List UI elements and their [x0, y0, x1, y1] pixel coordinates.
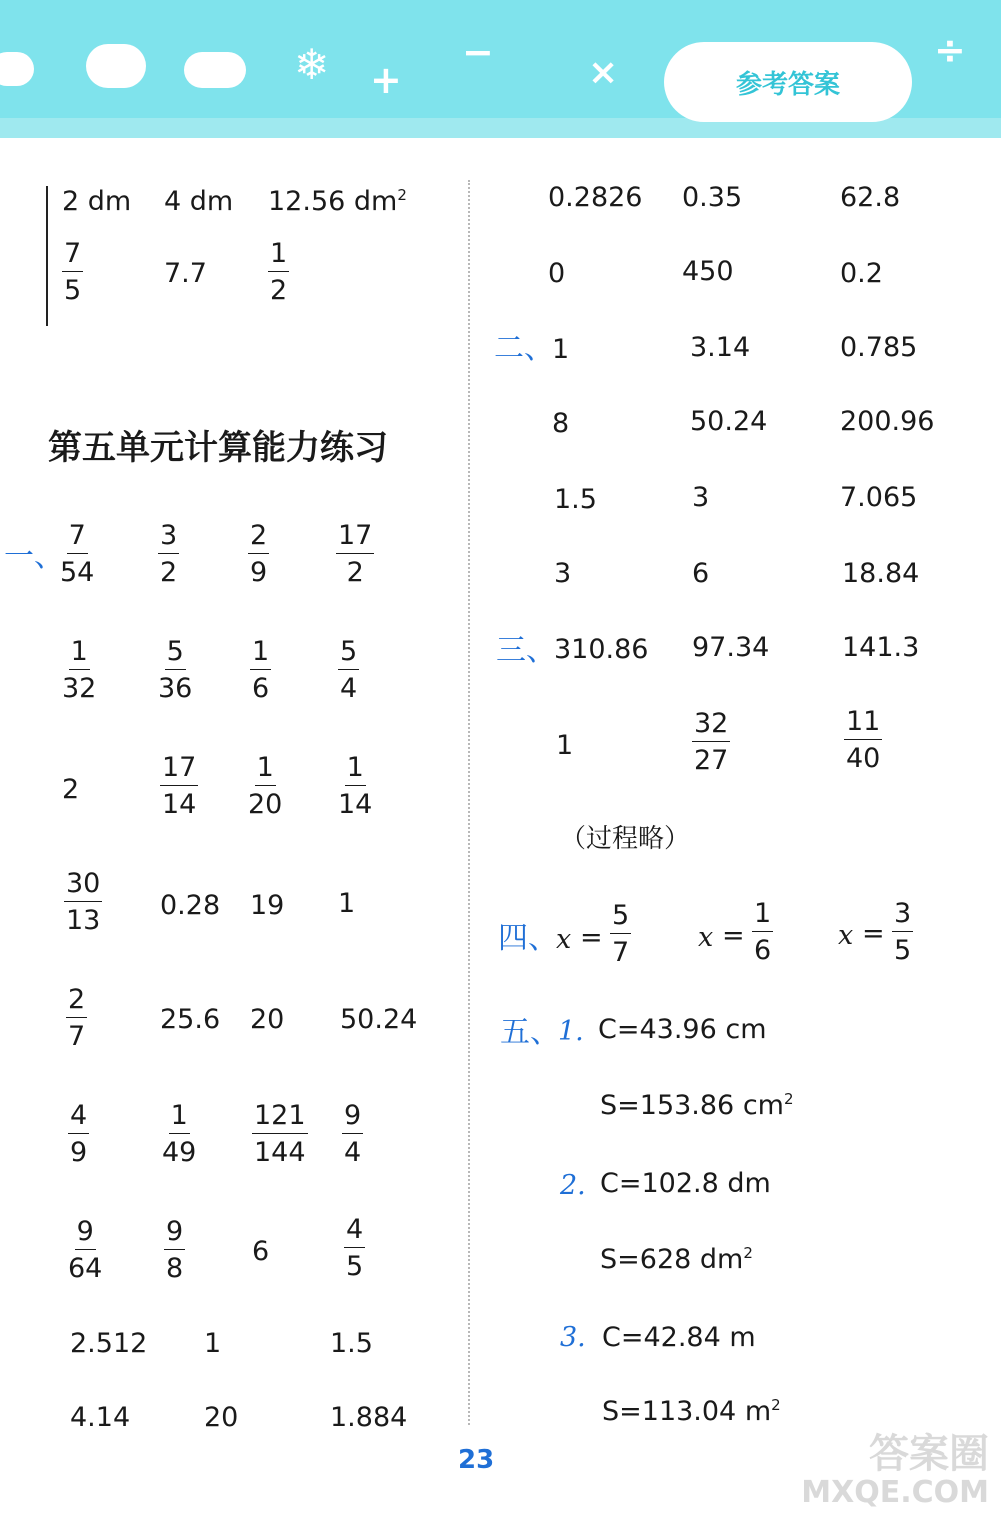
denominator: 5 [346, 1251, 364, 1282]
answer-badge [664, 42, 912, 122]
fraction [338, 638, 359, 702]
bracket-line [46, 186, 48, 326]
numerator: 5 [338, 638, 359, 670]
fraction [158, 638, 192, 702]
answer-value: 1.5 [554, 484, 597, 515]
answer-value: 3 [692, 482, 710, 513]
answer-value: C=42.84 m [602, 1322, 756, 1353]
numerator: 7 [62, 240, 83, 272]
superscript: 2 [743, 1244, 753, 1262]
answer-value: 7.7 [164, 258, 207, 289]
answer-value: 50.24 [340, 1004, 418, 1035]
answer-value: 3 [554, 558, 572, 589]
denominator: 5 [894, 935, 912, 966]
denominator: 9 [250, 557, 268, 588]
cloud-icon [86, 44, 146, 88]
answer-value: 1 [552, 334, 570, 365]
denominator: 6 [754, 935, 772, 966]
numerator: 7 [67, 522, 88, 554]
answer-value: 4 dm [164, 186, 234, 217]
answer-value: 310.86 [554, 634, 649, 665]
fraction [692, 710, 730, 774]
fraction [338, 754, 372, 818]
fraction [250, 638, 271, 702]
part-3-label: 三、 [496, 633, 556, 668]
fraction [892, 900, 913, 964]
answer-value: 20 [250, 1004, 285, 1035]
numerator: 1 [169, 1102, 190, 1134]
numerator: 5 [610, 902, 631, 934]
minus-icon: − [462, 30, 494, 74]
fraction [752, 900, 773, 964]
answer-value: 8 [552, 408, 570, 439]
denominator: 2 [270, 275, 288, 306]
answer-badge-label: 参考答案 [735, 69, 840, 100]
denominator: 36 [158, 673, 193, 704]
equals-sign: = [862, 918, 885, 949]
answer-value: 3.14 [690, 332, 751, 363]
numerator: 1 [69, 638, 90, 670]
denominator: 6 [252, 673, 270, 704]
numerator: 1 [250, 638, 271, 670]
answer-text: S=113.04 m [602, 1396, 772, 1427]
numerator: 5 [165, 638, 186, 670]
numerator: 2 [66, 986, 87, 1018]
part-2-label: 二、 [494, 331, 554, 366]
fraction [248, 522, 269, 586]
numerator: 4 [68, 1102, 89, 1134]
answer-value: 2 [62, 774, 80, 805]
denominator: 5 [64, 275, 82, 306]
numerator: 121 [252, 1102, 308, 1134]
fraction [252, 1102, 308, 1166]
denominator: 7 [68, 1021, 86, 1052]
watermark-line: 答案圈 [869, 1431, 989, 1477]
denominator: 4 [340, 673, 358, 704]
answer-value: 7.065 [840, 482, 918, 513]
answer-value: 1 [338, 888, 356, 919]
denominator: 8 [166, 1253, 184, 1284]
watermark-line: MXQE.COM [801, 1475, 989, 1510]
denominator: 54 [60, 557, 95, 588]
divide-icon: ÷ [934, 28, 966, 72]
rain-cloud-icon [184, 52, 246, 88]
denominator: 144 [254, 1137, 306, 1168]
fraction [62, 240, 83, 304]
answer-value: 141.3 [842, 632, 920, 663]
superscript: 2 [771, 1396, 781, 1414]
answer-value: 0.35 [682, 182, 743, 213]
numerator: 17 [160, 754, 198, 786]
denominator: 9 [70, 1137, 88, 1168]
equals-sign: = [580, 922, 603, 953]
header-banner [0, 0, 1001, 138]
denominator: 7 [612, 937, 630, 968]
denominator: 49 [162, 1137, 197, 1168]
fraction [336, 522, 374, 586]
answer-value: 0 [548, 258, 566, 289]
denominator: 4 [344, 1137, 362, 1168]
superscript: 2 [783, 1090, 794, 1108]
numerator: 9 [342, 1102, 363, 1134]
times-icon: × [588, 52, 619, 93]
item-number: 2. [560, 1170, 586, 1201]
denominator: 2 [160, 557, 178, 588]
section-title: 第五单元计算能力练习 [48, 428, 388, 468]
answer-value: 25.6 [160, 1004, 221, 1035]
plus-icon: + [370, 58, 402, 102]
answer-value: 6 [692, 558, 710, 589]
fraction [68, 1102, 89, 1166]
fraction [158, 522, 179, 586]
equation-variable: x [838, 920, 854, 951]
denominator: 2 [346, 557, 364, 588]
part-4-label: 四、 [498, 921, 558, 956]
answer-value [602, 1398, 781, 1425]
part-5-label: 五、 [500, 1015, 560, 1050]
superscript: 2 [397, 186, 407, 204]
fraction [68, 1218, 102, 1282]
answer-value: 50.24 [690, 406, 768, 437]
fraction [162, 1102, 196, 1166]
answer-value: 1.884 [330, 1402, 408, 1433]
answer-value: 0.785 [840, 332, 918, 363]
fraction [164, 1218, 185, 1282]
numerator: 1 [268, 240, 289, 272]
equation-variable: x [556, 924, 572, 955]
numerator: 1 [255, 754, 276, 786]
denominator: 32 [62, 673, 97, 704]
column-divider [468, 180, 470, 1425]
fraction [160, 754, 198, 818]
denominator: 27 [694, 745, 729, 776]
equals-sign: = [722, 920, 745, 951]
page-number: 23 [458, 1445, 495, 1475]
fraction [248, 754, 282, 818]
answer-value: 450 [682, 256, 734, 287]
numerator: 3 [158, 522, 179, 554]
fraction [844, 708, 882, 772]
answer-value [600, 1092, 794, 1119]
numerator: 32 [692, 710, 730, 742]
numerator: 9 [164, 1218, 185, 1250]
answer-text: 12.56 dm [268, 186, 398, 217]
answer-value: 62.8 [840, 182, 901, 213]
numerator: 1 [345, 754, 366, 786]
process-note: （过程略） [560, 824, 691, 854]
numerator: 1 [752, 900, 773, 932]
fraction [344, 1216, 365, 1280]
denominator: 20 [248, 789, 283, 820]
answer-value: 97.34 [692, 632, 770, 663]
answer-value: 0.28 [160, 890, 221, 921]
fraction [64, 870, 102, 934]
fraction [342, 1102, 363, 1166]
equation-variable: x [698, 922, 714, 953]
part-1-label: 一、 [4, 539, 64, 574]
answer-text: S=628 dm [600, 1244, 744, 1275]
denominator: 64 [68, 1253, 103, 1284]
denominator: 40 [846, 743, 881, 774]
answer-value [268, 188, 407, 215]
item-number: 3. [560, 1322, 586, 1353]
answer-value: 2.512 [70, 1328, 148, 1359]
item-number: 1. [558, 1016, 584, 1047]
fraction [66, 986, 87, 1050]
cloud-icon [0, 52, 34, 86]
numerator: 9 [75, 1218, 96, 1250]
denominator: 14 [338, 789, 373, 820]
answer-value: 2 dm [62, 186, 132, 217]
numerator: 3 [892, 900, 913, 932]
answer-value: 0.2826 [548, 182, 643, 213]
fraction [60, 522, 94, 586]
fraction [610, 902, 631, 966]
answer-value: 18.84 [842, 558, 920, 589]
fraction [268, 240, 289, 304]
answer-value: 6 [252, 1236, 270, 1267]
answer-value: 1 [204, 1328, 222, 1359]
fraction [62, 638, 96, 702]
denominator: 14 [162, 789, 197, 820]
answer-value: C=43.96 cm [598, 1014, 767, 1045]
numerator: 17 [336, 522, 374, 554]
snowflake-icon: ❄ [294, 40, 330, 89]
answer-value [600, 1246, 753, 1273]
answer-value: 0.2 [840, 258, 883, 289]
numerator: 4 [344, 1216, 365, 1248]
answer-value: C=102.8 dm [600, 1168, 771, 1199]
denominator: 13 [66, 905, 101, 936]
answer-value: 20 [204, 1402, 239, 1433]
answer-value: 200.96 [840, 406, 935, 437]
numerator: 11 [844, 708, 882, 740]
answer-value: 1 [556, 730, 574, 761]
answer-value: 4.14 [70, 1402, 131, 1433]
answer-value: 19 [250, 890, 285, 921]
numerator: 2 [248, 522, 269, 554]
numerator: 30 [64, 870, 102, 902]
answer-value: 1.5 [330, 1328, 373, 1359]
answer-text: S=153.86 cm [600, 1090, 784, 1121]
watermark-logo [801, 1432, 989, 1509]
